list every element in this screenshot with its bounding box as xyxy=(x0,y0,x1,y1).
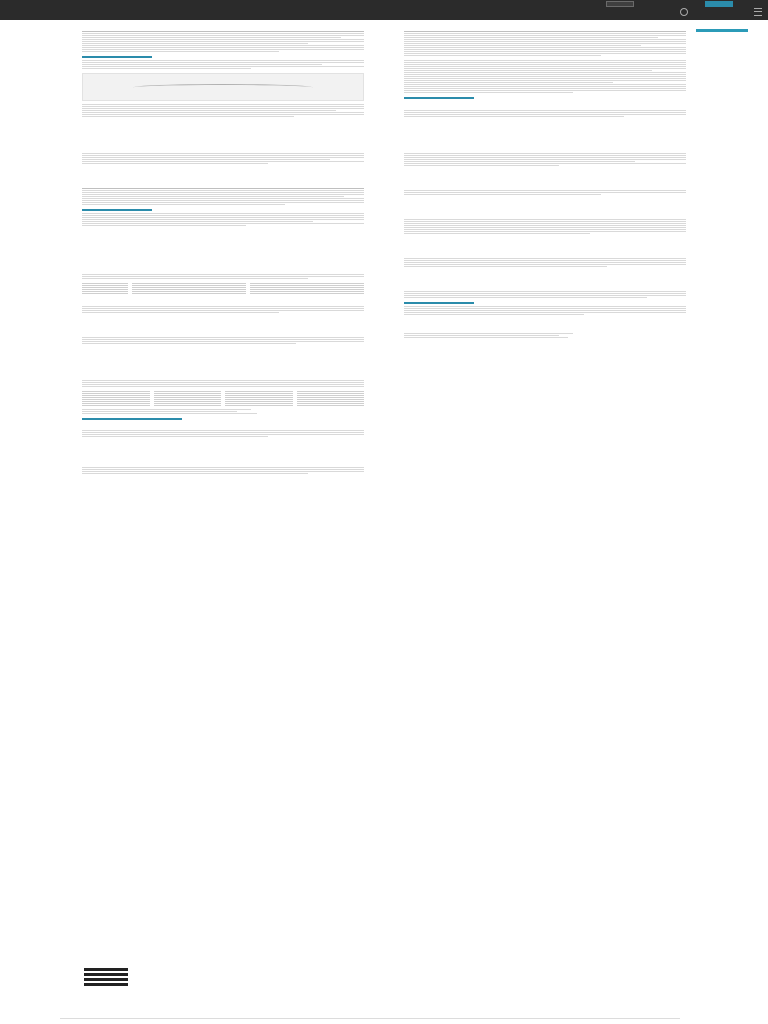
text-block xyxy=(404,291,686,298)
text-block xyxy=(82,306,364,313)
menu-icon[interactable] xyxy=(754,8,762,16)
accent-bar xyxy=(404,302,474,304)
section-heading xyxy=(82,297,364,304)
text-block xyxy=(82,104,364,117)
text-block xyxy=(82,188,364,205)
footer-divider xyxy=(60,1018,680,1019)
section-heading xyxy=(404,101,686,108)
accent-bar xyxy=(82,209,152,211)
text-block xyxy=(82,467,364,474)
related-document-item[interactable] xyxy=(84,968,128,971)
text-block xyxy=(404,31,686,56)
text-block xyxy=(404,333,686,338)
text-block xyxy=(82,31,364,52)
text-block xyxy=(404,60,686,93)
related-document-item[interactable] xyxy=(84,973,128,976)
text-block xyxy=(82,60,364,69)
text-block xyxy=(82,430,364,437)
upload-button[interactable] xyxy=(606,1,634,7)
document-column-left xyxy=(82,22,364,478)
top-navigation-bar xyxy=(0,0,768,20)
search-icon[interactable] xyxy=(680,8,688,16)
accent-bar xyxy=(404,97,474,99)
text-block xyxy=(82,380,364,387)
text-block xyxy=(404,190,686,195)
figure-diagram xyxy=(82,73,364,101)
text-block xyxy=(82,409,364,414)
document-column-right xyxy=(404,22,686,342)
related-link[interactable] xyxy=(404,182,686,188)
sign-up-button[interactable] xyxy=(705,1,733,7)
related-link[interactable] xyxy=(404,145,686,151)
data-table xyxy=(82,283,364,294)
related-documents-list xyxy=(84,968,128,988)
related-link[interactable] xyxy=(82,329,364,335)
related-link[interactable] xyxy=(82,266,364,272)
related-document-item[interactable] xyxy=(84,983,128,986)
data-table xyxy=(82,391,364,406)
text-block xyxy=(404,219,686,234)
section-heading xyxy=(404,22,686,29)
text-block xyxy=(82,337,364,344)
related-link[interactable] xyxy=(82,180,364,186)
download-button[interactable] xyxy=(696,29,748,32)
related-link[interactable] xyxy=(82,422,364,428)
text-block xyxy=(82,213,364,226)
related-link[interactable] xyxy=(82,372,364,378)
text-block xyxy=(404,110,686,117)
accent-bar xyxy=(82,418,182,420)
related-document-item[interactable] xyxy=(84,978,128,981)
related-link[interactable] xyxy=(404,283,686,289)
text-block xyxy=(82,274,364,279)
section-heading xyxy=(82,22,364,29)
text-block xyxy=(404,306,686,315)
related-link[interactable] xyxy=(404,250,686,256)
text-block xyxy=(404,153,686,166)
accent-bar xyxy=(82,56,152,58)
related-link[interactable] xyxy=(404,211,686,217)
text-block xyxy=(82,153,364,164)
text-block xyxy=(404,258,686,267)
